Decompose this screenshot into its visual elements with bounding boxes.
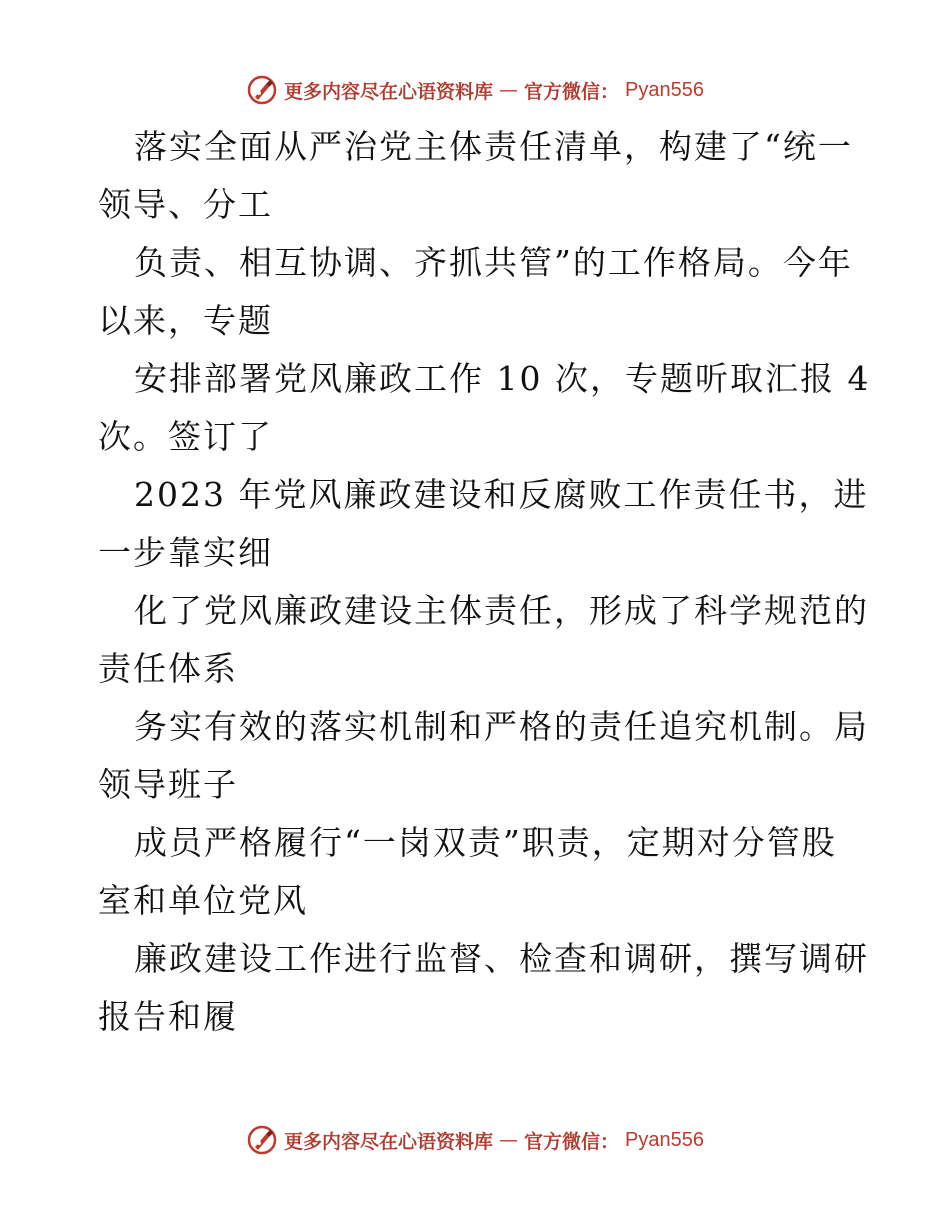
watermark-header [0,70,950,110]
paragraph [98,350,871,466]
watermark-handle: Pyan556 [625,78,704,101]
paragraph-line: 次。签订了 [98,417,273,456]
paragraph [98,582,869,698]
pen-logo-icon [246,74,278,106]
paragraph-line: 化了党风廉政建设主体责任，形成了科学规范的 [134,591,869,630]
paragraph-line: 安排部署党风廉政工作 10 次，专题听取汇报 4 [134,359,871,398]
paragraph-line: 领导班子 [98,765,238,804]
paragraph-line: 成员严格履行“一岗双责”职责，定期对分管股 [134,823,837,862]
paragraph-line: 负责、相互协调、齐抓共管”的工作格局。今年 [134,243,853,282]
watermark-separator: — [499,79,519,101]
paragraph [98,234,858,350]
paragraph-line: 廉政建设工作进行监督、检查和调研，撰写调研 [134,939,869,978]
paragraph-line: 落实全面从严治党主体责任清单，构建了“统一 [134,127,853,166]
watermark-footer [0,1120,950,1160]
paragraph [98,814,858,930]
pen-logo-icon [246,1124,278,1156]
watermark-label: 官方微信： [524,80,620,103]
watermark-text: 更多内容尽在心语资料库 [284,80,494,103]
paragraph [98,466,869,582]
document-body [98,118,871,1046]
paragraph [98,118,858,234]
paragraph-line: 报告和履 [98,997,238,1036]
paragraph-line: 领导、分工 [98,185,273,224]
paragraph [98,930,869,1046]
watermark-text: 更多内容尽在心语资料库 [284,1130,494,1153]
paragraph-line: 以来，专题 [98,301,273,340]
paragraph [98,698,869,814]
paragraph-line: 一步靠实细 [98,533,273,572]
paragraph-line: 室和单位党风 [98,881,308,920]
paragraph-line: 务实有效的落实机制和严格的责任追究机制。局 [134,707,869,746]
paragraph-line: 责任体系 [98,649,238,688]
paragraph-line: 2023 年党风廉政建设和反腐败工作责任书，进 [134,475,869,514]
watermark-separator: — [499,1129,519,1151]
watermark-handle: Pyan556 [625,1128,704,1151]
watermark-label: 官方微信： [524,1130,620,1153]
